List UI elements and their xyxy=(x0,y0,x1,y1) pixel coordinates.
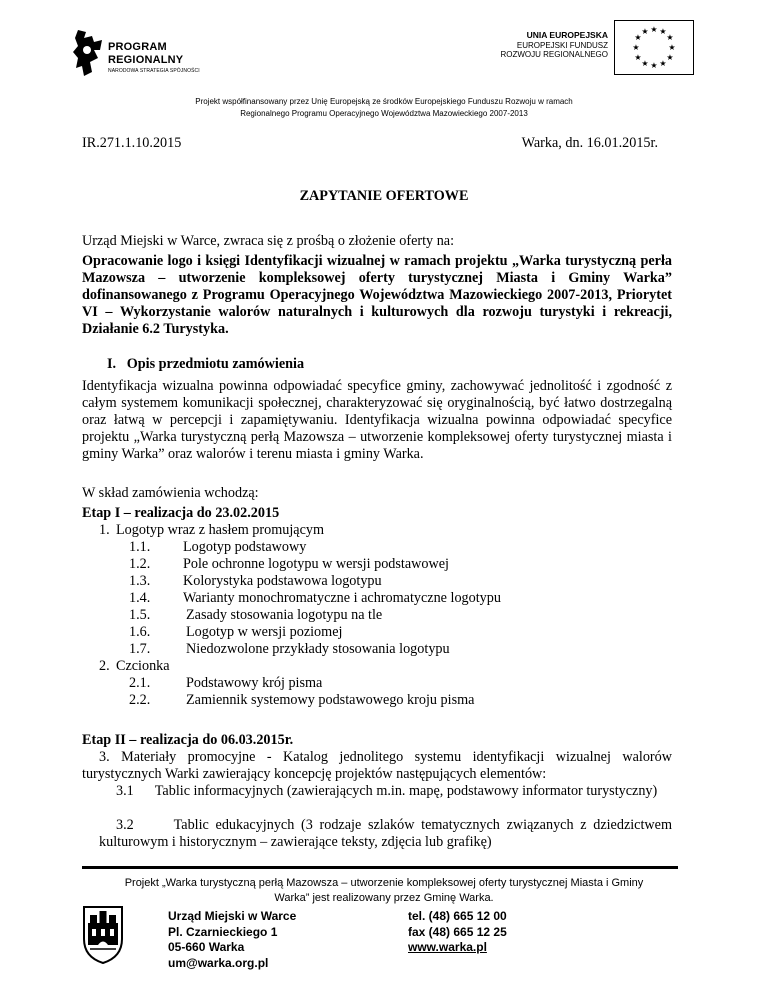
address-line: Pl. Czarnieckiego 1 xyxy=(168,924,278,939)
list-item-number: 1.6. xyxy=(129,624,151,640)
cofinancing-note xyxy=(0,96,768,120)
section1-text: Identyfikacja wizualna powinna odpowiadać specyfice gminy, zachowywać jednolitość i zgodność z całym systemem komunikacji społecznej, charakteryzować się oryginalnością, być łatwo dostrzegalną oraz łatwą w percepcji i zapamiętywaniu. Identyfikacja wizualna powinna odpowiadać specyfice projektu „Warka turystyczną perłą Mazowsza – utworzenie kompleksowej oferty turystycznej miasta i gminy Warka” oraz walorów i terenu miasta i gminy Warka. xyxy=(82,378,672,462)
eu-line1: UNIA EUROPEJSKA xyxy=(526,30,608,40)
list-item-number: 2.1. xyxy=(129,675,151,691)
list-item-label: Podstawowy krój pisma xyxy=(186,675,323,691)
stage2-item-3: 3. Materiały promocyjne - Katalog jednolitego systemu identyfikacji wizualnej walorów turystycznych Warki zawierający koncepcję projektów następujących elementów: xyxy=(82,749,672,782)
list-item-label: Logotyp w wersji poziomej xyxy=(186,624,343,640)
list-item-label: Zasady stosowania logotypu na tle xyxy=(186,607,383,623)
fax-number: fax (48) 665 12 25 xyxy=(408,924,507,939)
list-item-number: 1.2. xyxy=(129,556,151,572)
svg-text:★: ★ xyxy=(650,25,658,34)
svg-text:★: ★ xyxy=(668,43,676,52)
eu-logo-text xyxy=(500,31,608,59)
svg-text:★: ★ xyxy=(650,61,658,70)
svg-text:★: ★ xyxy=(634,33,642,42)
footer-line2: Warka” jest realizowany przez Gminę Warka. xyxy=(274,892,494,904)
eu-line2: EUROPEJSKI FUNDUSZ xyxy=(516,40,608,50)
document-title: ZAPYTANIE OFERTOWE xyxy=(299,188,469,204)
svg-text:★: ★ xyxy=(659,27,667,36)
document-reference: IR.271.1.10.2015 xyxy=(82,135,182,151)
list-item-label: Logotyp podstawowy xyxy=(183,539,307,555)
footer-contact xyxy=(408,909,507,956)
cofinancing-line2: Regionalnego Programu Operacyjnego Województwa Mazowieckiego 2007-2013 xyxy=(240,109,528,118)
list-item-number: 2.2. xyxy=(129,692,151,708)
svg-text:★: ★ xyxy=(666,53,674,62)
website-link[interactable]: www.warka.pl xyxy=(408,940,487,954)
program-logo-line2: REGIONALNY xyxy=(108,54,184,66)
svg-text:★: ★ xyxy=(641,59,649,68)
warka-crest-icon xyxy=(82,905,124,965)
list-item-number: 1.3. xyxy=(129,573,151,589)
footer-line1: Projekt „Warka turystyczną perłą Mazowsza – utworzenie kompleksowej oferty turystycznej Miasta i Gminy xyxy=(124,877,644,889)
footer-project-note xyxy=(0,876,768,906)
eu-flag-icon xyxy=(614,20,694,75)
address-line: Urząd Miejski w Warce xyxy=(168,909,297,923)
list-item-label: Czcionka xyxy=(116,658,170,674)
list-item-number: 1.1. xyxy=(129,539,151,555)
stage2-item-3-1: 3.1 Tablic informacyjnych (zawierających m.in. mapę, podstawowy informator turystyczny) xyxy=(116,783,658,799)
address-line: 05-660 Warka xyxy=(168,940,245,954)
list-item-label: Warianty monochromatyczne i achromatyczne logotypu xyxy=(183,590,501,606)
intro-text: Urząd Miejski w Warce, zwraca się z prośbą o złożenie oferty na: xyxy=(82,233,455,249)
section1-heading: I. Opis przedmiotu zamówienia xyxy=(107,356,305,372)
list-item-number: 2. xyxy=(99,658,110,674)
eu-line3: ROZWOJU REGIONALNEGO xyxy=(500,49,608,59)
list-item-number: 1.7. xyxy=(129,641,151,657)
list-item-number: 1.5. xyxy=(129,607,151,623)
list-item-label: Kolorystyka podstawowa logotypu xyxy=(183,573,382,589)
program-logo-line1: PROGRAM xyxy=(108,41,167,53)
phone-number: tel. (48) 665 12 00 xyxy=(408,909,507,923)
document-date: Warka, dn. 16.01.2015r. xyxy=(521,135,658,151)
program-logo-line3: NARODOWA STRATEGIA SPÓJNOŚCI xyxy=(108,68,200,74)
list-item-label: Pole ochronne logotypu w wersji podstawowej xyxy=(183,556,449,572)
footer-address xyxy=(168,909,296,971)
svg-text:★: ★ xyxy=(634,53,642,62)
project-description: Opracowanie logo i księgi Identyfikacji wizualnej w ramach projektu „Warka turystyczną perła Mazowsza – utworzenie kompleksowej oferty turystycznej Miasta i Gminy Warka” dofinansowanego z Programu Operacyjnego Województwa Mazowieckiego 2007-2013, Priorytet VI – Wykorzystanie walorów naturalnych i kulturowych dla rozwoju turystyki i rekreacji, Działanie 6.2 Turystyka. xyxy=(82,253,672,337)
list-item-label: Logotyp wraz z hasłem promującym xyxy=(116,522,325,538)
cofinancing-line1: Projekt współfinansowany przez Unię Europejską ze środków Europejskiego Funduszu Rozwoju w ramach xyxy=(195,97,573,106)
composition-intro: W skład zamówienia wchodzą: xyxy=(82,485,259,501)
program-regionalny-logo xyxy=(72,20,222,80)
svg-text:★: ★ xyxy=(632,43,640,52)
footer-divider xyxy=(82,866,678,869)
stage1-heading: Etap I – realizacja do 23.02.2015 xyxy=(82,505,280,521)
svg-text:★: ★ xyxy=(641,27,649,36)
list-item-number: 1.4. xyxy=(129,590,151,606)
stage2-heading: Etap II – realizacja do 06.03.2015r. xyxy=(82,732,294,748)
list-item-number: 1. xyxy=(99,522,110,538)
list-item-label: Niedozwolone przykłady stosowania logotypu xyxy=(186,641,450,657)
program-logo-icon xyxy=(72,28,106,80)
svg-text:★: ★ xyxy=(666,33,674,42)
email-link[interactable]: um@warka.org.pl xyxy=(168,955,269,970)
list-item-label: Zamiennik systemowy podstawowego kroju pisma xyxy=(186,692,475,708)
stage2-item-3-2: 3.2 Tablic edukacyjnych (3 rodzaje szlaków tematycznych związanych z dziedzictwem kulturowym i historycznym – zawierające teksty, zdjęcia lub grafikę) xyxy=(99,817,676,850)
svg-text:★: ★ xyxy=(659,59,667,68)
